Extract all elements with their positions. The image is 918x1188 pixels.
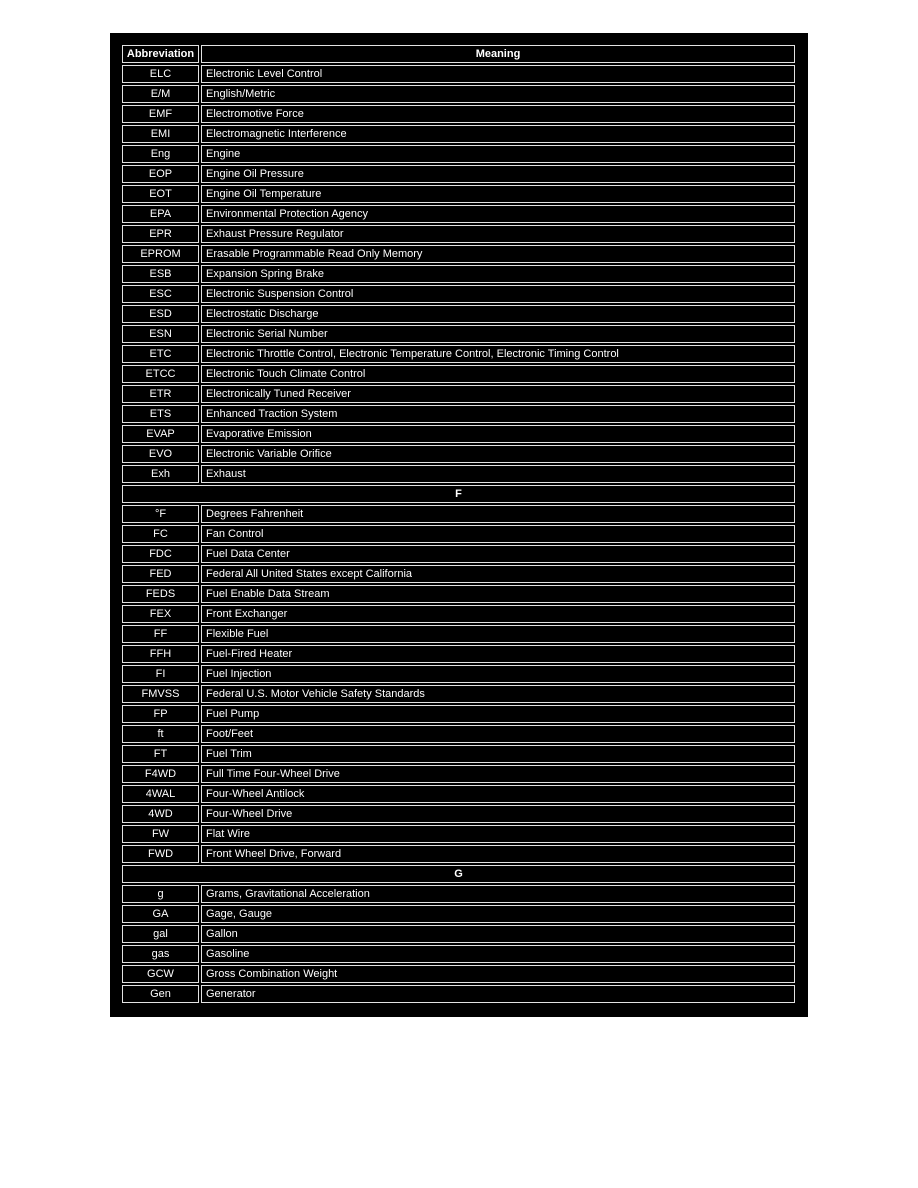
table-row — [122, 525, 795, 543]
meaning-cell: Engine — [201, 145, 795, 163]
abbreviation-cell: ESD — [122, 305, 199, 323]
abbreviation-cell: ELC — [122, 65, 199, 83]
meaning-cell: Four-Wheel Antilock — [201, 785, 795, 803]
abbreviation-cell: FEX — [122, 605, 199, 623]
table-row — [122, 445, 795, 463]
meaning-cell: Environmental Protection Agency — [201, 205, 795, 223]
abbreviation-cell: FWD — [122, 845, 199, 863]
table-row — [122, 345, 795, 363]
table-row — [122, 325, 795, 343]
table-row — [122, 245, 795, 263]
abbreviation-cell: g — [122, 885, 199, 903]
abbreviation-cell: °F — [122, 505, 199, 523]
header-row — [122, 45, 795, 63]
abbreviation-cell: F4WD — [122, 765, 199, 783]
abbreviation-column-header: Abbreviation — [122, 45, 199, 63]
abbreviation-cell: FED — [122, 565, 199, 583]
abbreviation-cell: FF — [122, 625, 199, 643]
meaning-cell: Flexible Fuel — [201, 625, 795, 643]
meaning-cell: Engine Oil Temperature — [201, 185, 795, 203]
table-row — [122, 885, 795, 903]
section-row — [122, 865, 795, 883]
table-row — [122, 685, 795, 703]
abbreviation-cell: 4WD — [122, 805, 199, 823]
table-row — [122, 305, 795, 323]
table-row — [122, 85, 795, 103]
section-letter: G — [122, 865, 795, 883]
abbreviation-cell: EVO — [122, 445, 199, 463]
abbreviation-cell: ESB — [122, 265, 199, 283]
table-row — [122, 505, 795, 523]
abbreviation-cell: FT — [122, 745, 199, 763]
meaning-cell: Electronic Touch Climate Control — [201, 365, 795, 383]
table-row — [122, 565, 795, 583]
meaning-cell: Fuel Trim — [201, 745, 795, 763]
meaning-cell: Degrees Fahrenheit — [201, 505, 795, 523]
table-row — [122, 465, 795, 483]
meaning-cell: Exhaust Pressure Regulator — [201, 225, 795, 243]
table-row — [122, 765, 795, 783]
meaning-cell: Exhaust — [201, 465, 795, 483]
abbreviation-cell: EPA — [122, 205, 199, 223]
meaning-cell: Generator — [201, 985, 795, 1003]
abbreviation-cell: gal — [122, 925, 199, 943]
meaning-cell: Front Exchanger — [201, 605, 795, 623]
abbreviation-cell: FP — [122, 705, 199, 723]
table-row — [122, 805, 795, 823]
table-row — [122, 645, 795, 663]
table-row — [122, 105, 795, 123]
table-row — [122, 605, 795, 623]
meaning-cell: English/Metric — [201, 85, 795, 103]
abbreviation-cell: ETCC — [122, 365, 199, 383]
table-row — [122, 285, 795, 303]
abbreviation-cell: Exh — [122, 465, 199, 483]
abbreviation-cell: 4WAL — [122, 785, 199, 803]
table-row — [122, 905, 795, 923]
abbreviation-cell: ESC — [122, 285, 199, 303]
table-row — [122, 845, 795, 863]
abbreviation-cell: EOP — [122, 165, 199, 183]
abbreviation-cell: FW — [122, 825, 199, 843]
meaning-cell: Electromagnetic Interference — [201, 125, 795, 143]
abbreviation-table — [120, 43, 797, 1005]
abbreviation-cell: FMVSS — [122, 685, 199, 703]
table-row — [122, 825, 795, 843]
meaning-cell: Gross Combination Weight — [201, 965, 795, 983]
abbreviation-cell: EVAP — [122, 425, 199, 443]
meaning-cell: Evaporative Emission — [201, 425, 795, 443]
table-body — [122, 65, 795, 1003]
abbreviation-cell: Eng — [122, 145, 199, 163]
table-row — [122, 545, 795, 563]
abbreviation-cell: FFH — [122, 645, 199, 663]
table-row — [122, 785, 795, 803]
meaning-cell: Fuel Enable Data Stream — [201, 585, 795, 603]
abbreviation-cell: EPR — [122, 225, 199, 243]
meaning-cell: Fuel Data Center — [201, 545, 795, 563]
table-row — [122, 425, 795, 443]
table-row — [122, 385, 795, 403]
meaning-cell: Electronically Tuned Receiver — [201, 385, 795, 403]
abbreviation-cell: GCW — [122, 965, 199, 983]
meaning-cell: Expansion Spring Brake — [201, 265, 795, 283]
abbreviation-cell: E/M — [122, 85, 199, 103]
abbreviation-cell: FI — [122, 665, 199, 683]
abbreviation-cell: ETC — [122, 345, 199, 363]
meaning-cell: Enhanced Traction System — [201, 405, 795, 423]
abbreviation-cell: Gen — [122, 985, 199, 1003]
abbreviation-cell: ft — [122, 725, 199, 743]
table-row — [122, 185, 795, 203]
meaning-cell: Electronic Serial Number — [201, 325, 795, 343]
table-row — [122, 705, 795, 723]
table-row — [122, 65, 795, 83]
meaning-cell: Foot/Feet — [201, 725, 795, 743]
table-row — [122, 265, 795, 283]
meaning-cell: Full Time Four-Wheel Drive — [201, 765, 795, 783]
abbreviation-cell: EOT — [122, 185, 199, 203]
meaning-cell: Federal All United States except California — [201, 565, 795, 583]
table-row — [122, 725, 795, 743]
meaning-cell: Fuel Pump — [201, 705, 795, 723]
table-row — [122, 365, 795, 383]
table-row — [122, 225, 795, 243]
table-row — [122, 585, 795, 603]
abbreviation-cell: EMF — [122, 105, 199, 123]
meaning-cell: Flat Wire — [201, 825, 795, 843]
abbreviation-cell: GA — [122, 905, 199, 923]
section-letter: F — [122, 485, 795, 503]
abbreviation-cell: FC — [122, 525, 199, 543]
table-row — [122, 965, 795, 983]
meaning-cell: Fuel Injection — [201, 665, 795, 683]
abbreviation-cell: EPROM — [122, 245, 199, 263]
meaning-cell: Engine Oil Pressure — [201, 165, 795, 183]
meaning-cell: Fan Control — [201, 525, 795, 543]
meaning-cell: Federal U.S. Motor Vehicle Safety Standards — [201, 685, 795, 703]
table-row — [122, 945, 795, 963]
meaning-cell: Gage, Gauge — [201, 905, 795, 923]
table-row — [122, 665, 795, 683]
meaning-cell: Electronic Throttle Control, Electronic Temperature Control, Electronic Timing Control — [201, 345, 795, 363]
abbreviation-cell: ESN — [122, 325, 199, 343]
table-row — [122, 165, 795, 183]
meaning-cell: Electronic Variable Orifice — [201, 445, 795, 463]
meaning-cell: Electronic Level Control — [201, 65, 795, 83]
abbreviation-cell: FEDS — [122, 585, 199, 603]
abbreviation-table-frame — [110, 33, 808, 1017]
table-row — [122, 405, 795, 423]
table-row — [122, 925, 795, 943]
abbreviation-cell: EMI — [122, 125, 199, 143]
abbreviation-cell: ETS — [122, 405, 199, 423]
abbreviation-cell: gas — [122, 945, 199, 963]
meaning-cell: Front Wheel Drive, Forward — [201, 845, 795, 863]
table-row — [122, 985, 795, 1003]
section-row — [122, 485, 795, 503]
abbreviation-cell: FDC — [122, 545, 199, 563]
meaning-cell: Gallon — [201, 925, 795, 943]
meaning-cell: Electronic Suspension Control — [201, 285, 795, 303]
meaning-cell: Erasable Programmable Read Only Memory — [201, 245, 795, 263]
meaning-cell: Electromotive Force — [201, 105, 795, 123]
table-row — [122, 745, 795, 763]
abbreviation-cell: ETR — [122, 385, 199, 403]
meaning-cell: Four-Wheel Drive — [201, 805, 795, 823]
table-row — [122, 205, 795, 223]
table-row — [122, 125, 795, 143]
meaning-column-header: Meaning — [201, 45, 795, 63]
meaning-cell: Gasoline — [201, 945, 795, 963]
table-row — [122, 625, 795, 643]
meaning-cell: Grams, Gravitational Acceleration — [201, 885, 795, 903]
table-row — [122, 145, 795, 163]
meaning-cell: Fuel-Fired Heater — [201, 645, 795, 663]
meaning-cell: Electrostatic Discharge — [201, 305, 795, 323]
